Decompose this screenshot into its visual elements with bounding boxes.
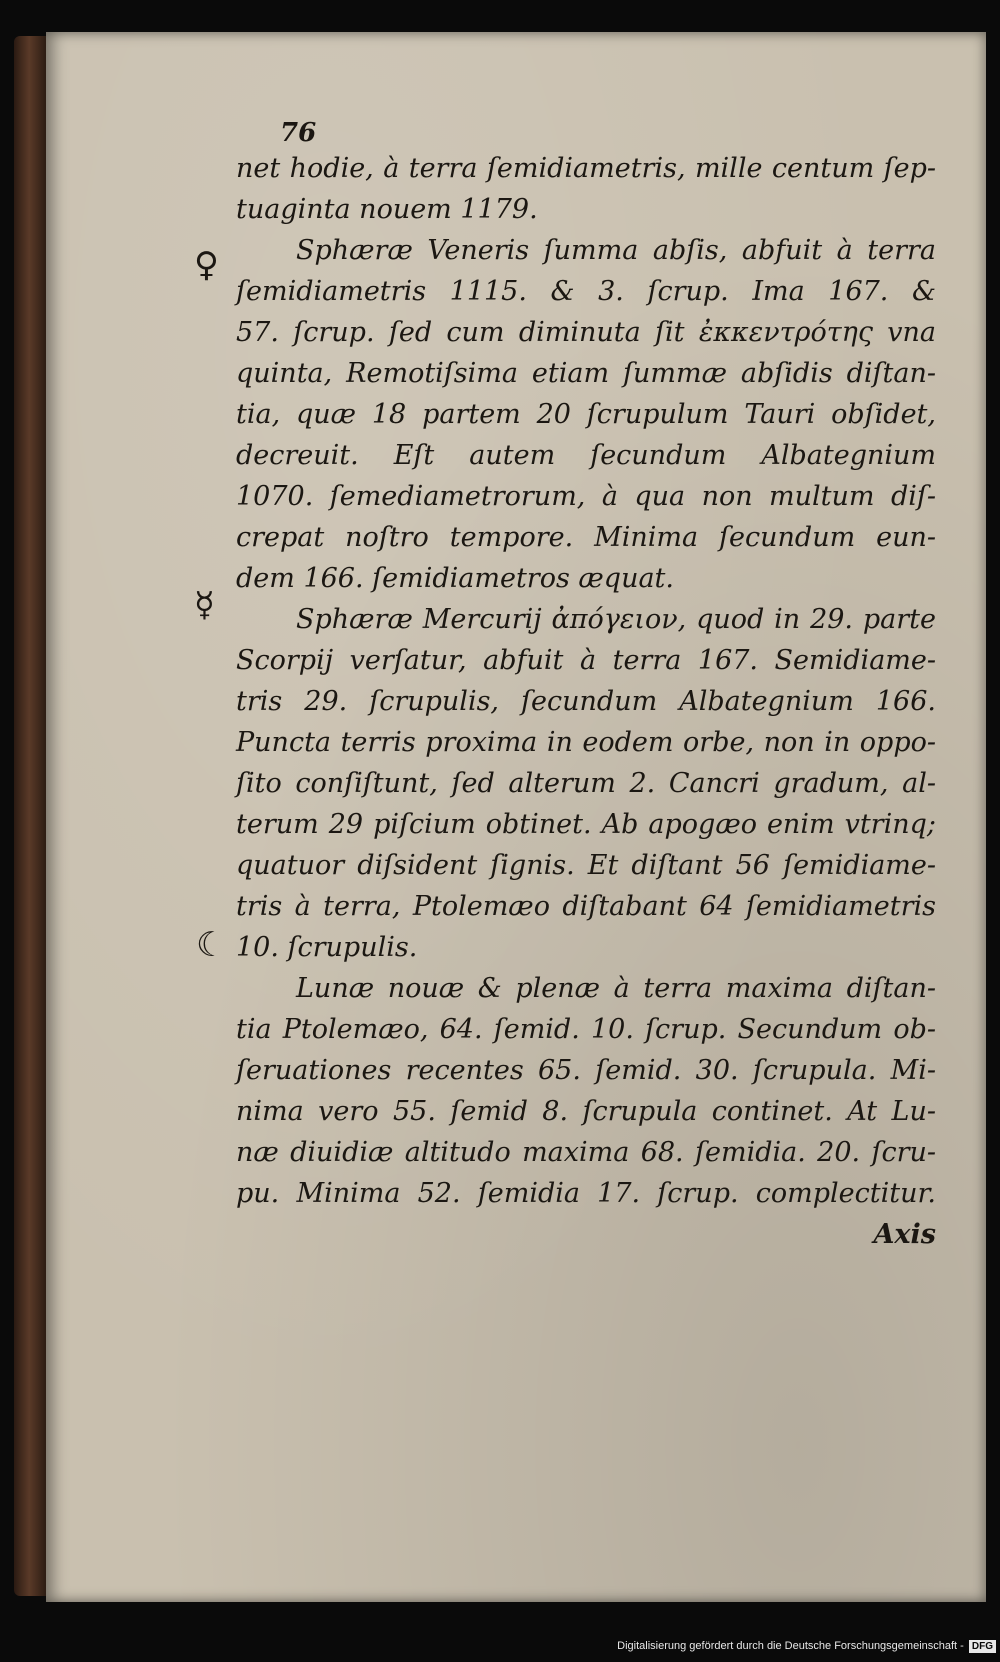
text-line: crepat noſtro tempore. Minima ſecundum eun-	[236, 522, 936, 553]
text-line: quinta, Remotiſsima etiam ſummæ abſidis diſtan-	[236, 358, 936, 389]
credit-text: Digitalisierung gefördert durch die Deutsche Forschungsgemeinschaft -	[617, 1640, 964, 1652]
text-line: tris 29. ſcrupulis, ſecundum Albategnium 166.	[236, 686, 936, 717]
text-line: tia Ptolemæo, 64. ſemid. 10. ſcrup. Secundum ob-	[236, 1014, 936, 1045]
text-line: Sphæræ Mercurij ἀπόγειον, quod in 29. parte	[296, 604, 936, 635]
page-number: 76	[280, 118, 317, 148]
text-line: ſito conſiſtunt, ſed alterum 2. Cancri gradum, al-	[236, 768, 936, 799]
dfg-logo: DFG	[969, 1640, 996, 1653]
moon-symbol-icon: ☾	[196, 925, 227, 965]
text-line: Scorpij verſatur, abfuit à terra 167. Semidiame-	[236, 645, 936, 676]
text-line: 57. ſcrup. ſed cum diminuta ſit ἐκκεντρότης vna	[236, 317, 936, 348]
mercury-symbol-icon: ☿	[194, 585, 215, 625]
digitization-credit	[596, 1640, 996, 1658]
text-line: ſemidiametris 1115. & 3. ſcrup. Ima 167. &	[236, 276, 936, 307]
text-line: tuaginta nouem 1179.	[236, 194, 538, 225]
text-line: dem 166. ſemidiametros æquat.	[236, 563, 674, 594]
text-line: net hodie, à terra ſemidiametris, mille centum ſep-	[236, 153, 936, 184]
text-line: ſeruationes recentes 65. ſemid. 30. ſcrupula. Mi-	[236, 1055, 936, 1086]
text-line: Lunæ nouæ & plenæ à terra maxima diſtan-	[296, 973, 936, 1004]
text-line: pu. Minima 52. ſemidia 17. ſcrup. complectitur.	[236, 1178, 936, 1209]
text-line: nima vero 55. ſemid 8. ſcrupula continet. At Lu-	[236, 1096, 936, 1127]
text-line: terum 29 piſcium obtinet. Ab apogæo enim vtrinq;	[236, 809, 936, 840]
text-line: Puncta terris proxima in eodem orbe, non in oppo-	[236, 727, 936, 758]
catchword: Axis	[873, 1219, 936, 1250]
text-line: tris à terra, Ptolemæo diſtabant 64 ſemidiametris	[236, 891, 936, 922]
page-text	[236, 118, 936, 1255]
text-line: Sphæræ Veneris ſumma abſis, abfuit à terra	[296, 235, 936, 266]
text-line: 1070. ſemediametrorum, à qua non multum diſ-	[236, 481, 936, 512]
text-line: decreuit. Eſt autem ſecundum Albategnium	[236, 440, 936, 471]
venus-symbol-icon: ♀	[194, 245, 219, 285]
text-line: 10. ſcrupulis.	[236, 932, 418, 963]
text-line: tia, quæ 18 partem 20 ſcrupulum Tauri obſidet,	[236, 399, 936, 430]
text-line: quatuor diſsident ſignis. Et diſtant 56 ſemidiame-	[236, 850, 936, 881]
text-line: næ diuidiæ altitudo maxima 68. ſemidia. 20. ſcru-	[236, 1137, 936, 1168]
